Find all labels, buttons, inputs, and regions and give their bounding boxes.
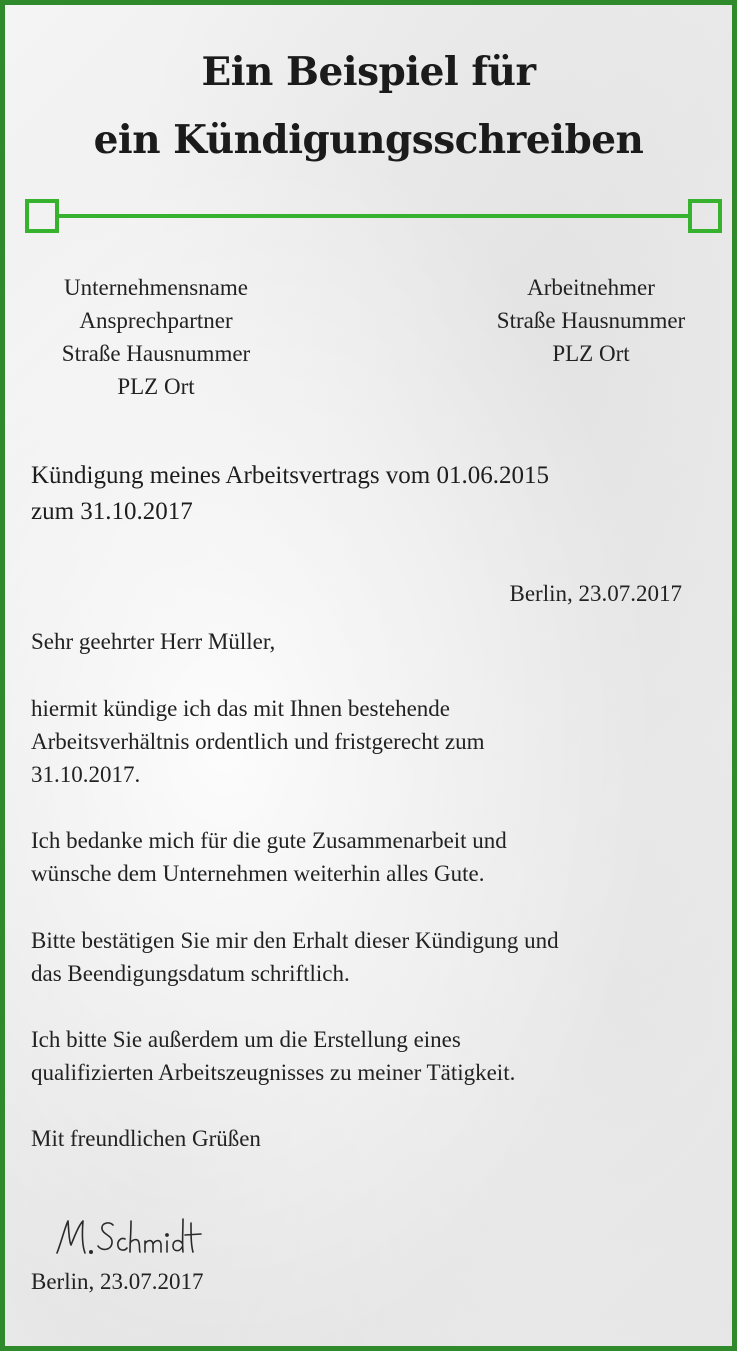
- paragraph-2: [31, 824, 721, 890]
- handwritten-signature: [55, 1213, 215, 1257]
- recipient-street: Straße Hausnummer: [496, 308, 686, 333]
- paragraph-4: [31, 1023, 721, 1089]
- page-title-line-1: Ein Beispiel für: [201, 49, 536, 95]
- closing: Mit freundlichen Grüßen: [31, 1126, 261, 1151]
- paragraph-3: [31, 924, 721, 990]
- sender-contact: Ansprechpartner: [79, 308, 233, 333]
- paragraph-line: das Beendigungsdatum schriftlich.: [31, 961, 350, 986]
- subject-line-1: Kündigung meines Arbeitsvertrags vom 01.06.2015: [31, 462, 549, 489]
- title-divider: [25, 199, 722, 233]
- sender-address: [25, 271, 287, 403]
- paragraph-1: [31, 692, 721, 791]
- paragraph-line: 31.10.2017.: [31, 762, 141, 787]
- paragraph-line: Ich bedanke mich für die gute Zusammenarbeit und: [31, 828, 507, 853]
- paragraph-line: Bitte bestätigen Sie mir den Erhalt dieser Kündigung und: [31, 928, 559, 953]
- bottom-place-date: Berlin, 23.07.2017: [31, 1269, 204, 1294]
- paragraph-line: hiermit kündige ich das mit Ihnen bestehende: [31, 696, 450, 721]
- salutation: Sehr geehrter Herr Müller,: [31, 629, 276, 654]
- subject-line-2: zum 31.10.2017: [31, 498, 193, 525]
- recipient-name: Arbeitnehmer: [527, 275, 655, 300]
- sender-city: PLZ Ort: [117, 374, 195, 399]
- place-date: Berlin, 23.07.2017: [509, 581, 682, 606]
- sender-street: Straße Hausnummer: [61, 341, 251, 366]
- divider-right-square: [690, 201, 720, 231]
- paragraph-line: Arbeitsverhältnis ordentlich und fristgerecht zum: [31, 729, 485, 754]
- paragraph-line: wünsche dem Unternehmen weiterhin alles Gute.: [31, 861, 485, 886]
- recipient-address: [457, 271, 725, 370]
- page-title-line-2: ein Kündigungsschreiben: [93, 117, 644, 163]
- recipient-city: PLZ Ort: [552, 341, 630, 366]
- letter-subject: [31, 458, 721, 530]
- sender-company: Unternehmensname: [64, 275, 248, 300]
- divider-left-square: [27, 201, 57, 231]
- paragraph-line: qualifizierten Arbeitszeugnisses zu meiner Tätigkeit.: [31, 1060, 516, 1085]
- paragraph-line: Ich bitte Sie außerdem um die Erstellung eines: [31, 1027, 461, 1052]
